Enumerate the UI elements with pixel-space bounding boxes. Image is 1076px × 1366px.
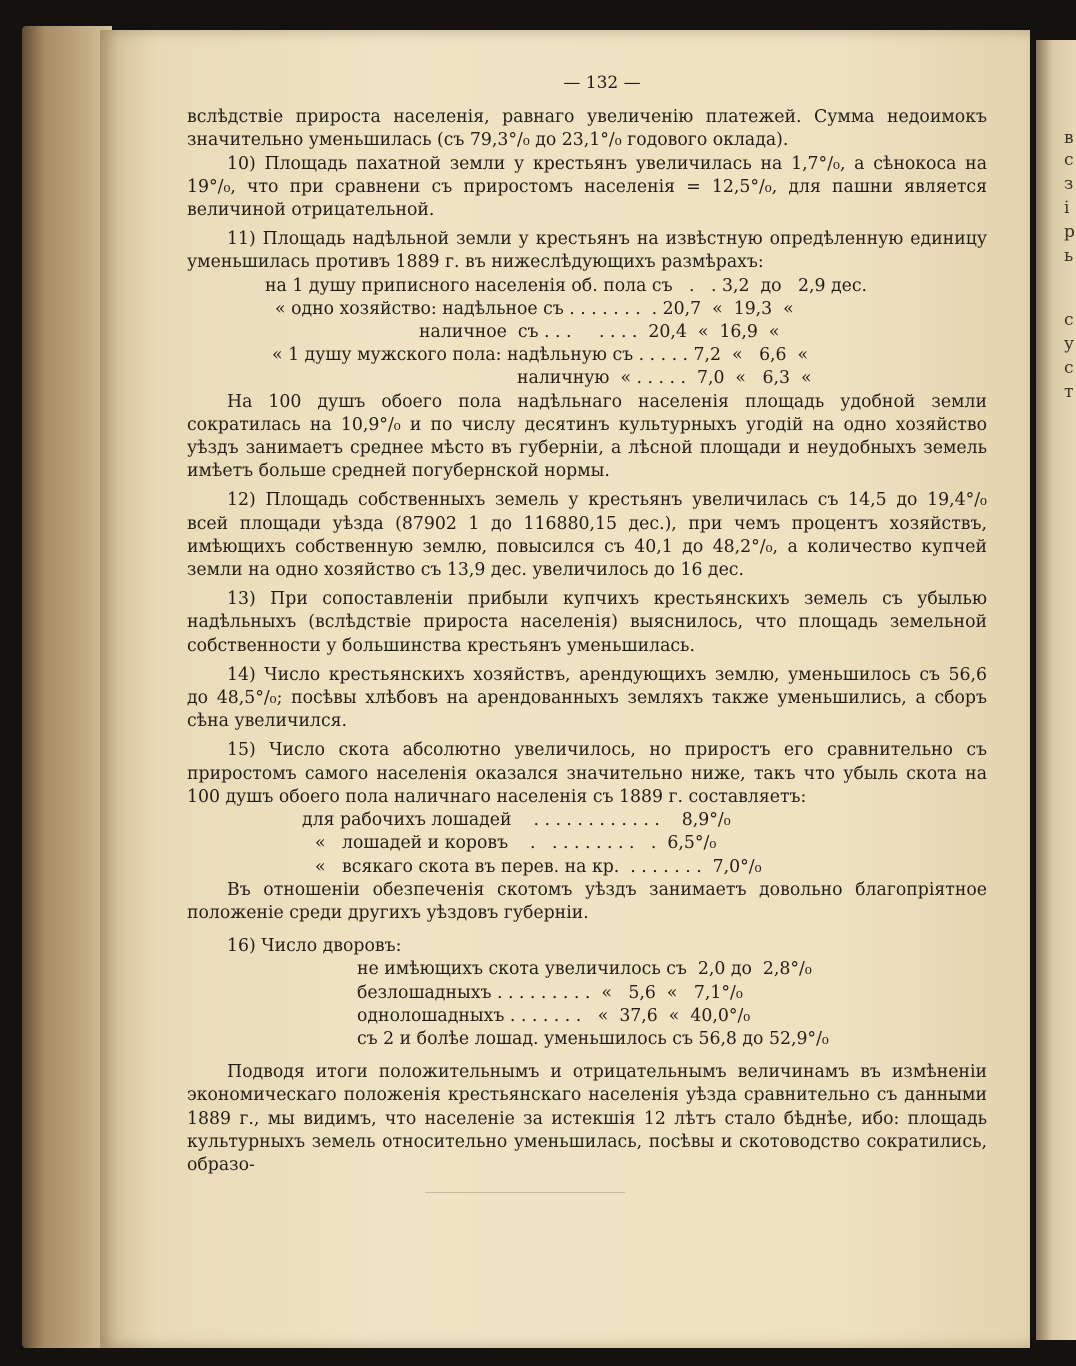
table-row: « 1 душу мужского пола: надѣльную съ . . . . . 7,2 « 6,6 « <box>272 345 809 366</box>
page-text <box>187 72 987 1177</box>
table-row: на 1 душу приписного населенія об. пола съ . . 3,2 до 2,9 дес. <box>265 275 868 296</box>
paragraph-14: 14) Число крестьянскихъ хозяйствъ, арендующихъ землю, уменьшилось съ 56,6 до 48,5°/₀; посѣвы хлѣбовъ на арендованныхъ земляхъ также уменьшились, а сборъ сѣна увеличился. <box>187 664 987 732</box>
paragraph-conclusion: Подводя итоги положительнымъ и отрицательнымъ величинамъ въ измѣненіи экономическаго положенія крестьянскаго населенія уѣзда сравнительно съ данными 1889 г., мы видимъ, что населеніе за истекшія 12 лѣтъ стало бѣднѣе, ибо: площадь культурныхъ земель относительно уменьшилась, посѣвы и скотоводство сократились, образо- <box>187 1062 987 1175</box>
table-row: « всякаго скота въ перев. на кр. . . . . . . . 7,0°/₀ <box>315 856 762 877</box>
paragraph-11: 11) Площадь надѣльной земли у крестьянъ на извѣстную опредѣленную единицу уменьшилась противъ 1889 г. въ нижеслѣдующихъ размѣрахъ: <box>187 229 987 273</box>
paragraph-intro: вслѣдствіе прироста населенія, равнаго увеличенію платежей. Сумма недоимокъ значительно уменьшилась (съ 79,3°/₀ до 23,1°/₀ годового оклада). <box>187 107 987 151</box>
table-row: однолошадныхъ . . . . . . . « 37,6 « 40,0°/₀ <box>357 1005 751 1026</box>
paragraph-12: 12) Площадь собственныхъ земель у крестьянъ увеличилась съ 14,5 до 19,4°/₀ всей площади уѣзда (87902 1 до 116880,15 дес.), при чемъ процентъ хозяйствъ, имѣющихъ собственную землю, повысился съ 40,1 до 48,2°/₀, а количество купчей земли на одно хозяйство съ 13,9 дес. увеличилось до 16 дес. <box>187 490 987 581</box>
paragraph-13: 13) При сопоставленіи прибыли купчихъ крестьянскихъ земель съ убылью надѣльныхъ (вслѣдствіе прироста населенія) выяснилось, что площадь земельной собственности у большинства крестьянъ уменьшилась. <box>187 589 987 656</box>
table-row: съ 2 и болѣе лошад. уменьшилось съ 56,8 до 52,9°/₀ <box>357 1028 829 1049</box>
paragraph-11-after: На 100 душъ обоего пола надѣльнаго населенія площадь удобной земли сократилась на 10,9°/₀ и по числу десятинъ культурныхъ угодій на одно хозяйство уѣздъ занимаетъ среднее мѣсто въ губерніи, а лѣсной площади и неудобныхъ земель имѣетъ больше средней погубернской нормы. <box>187 391 987 482</box>
table-11-land-per-unit <box>187 275 987 391</box>
table-15-livestock-loss <box>187 809 987 879</box>
right-page-glyph: с <box>1064 150 1074 170</box>
right-page-glyph: і <box>1064 198 1070 218</box>
table-row: наличное съ . . . . . . . 20,4 « 16,9 « <box>419 322 780 343</box>
table-row: для рабочихъ лошадей . . . . . . . . . . . . 8,9°/₀ <box>302 810 731 831</box>
right-page-glyph: у <box>1064 334 1075 354</box>
right-page-glyph: т <box>1064 382 1074 402</box>
table-row: безлошадныхъ . . . . . . . . . « 5,6 « 7,1°/₀ <box>357 982 743 1003</box>
page-number: — 132 — <box>563 73 641 93</box>
paragraph-15-after: Въ отношеніи обезпеченія скотомъ уѣздъ занимаетъ довольно благопріятное положеніе среди другихъ уѣздовъ губерніи. <box>187 879 987 923</box>
book-edge <box>22 26 112 1348</box>
table-row: не имѣющихъ скота увеличилось съ 2,0 до 2,8°/₀ <box>357 959 812 980</box>
right-page-glyph: с <box>1064 358 1074 378</box>
table-row: « одно хозяйство: надѣльное съ . . . . . . . . 20,7 « 19,3 « <box>275 298 794 319</box>
right-page-glyph: р <box>1064 222 1075 242</box>
right-page-glyph: с <box>1064 310 1074 330</box>
table-row: « лошадей и коровъ . . . . . . . . . . 6,5°/₀ <box>315 833 717 854</box>
paragraph-10: 10) Площадь пахатной земли у крестьянъ увеличилась на 1,7°/₀, а сѣнокоса на 19°/₀, что при сравнени съ приростомъ населенія = 12,5°/₀, для пашни является величиной отрицательной. <box>187 153 987 221</box>
right-page-glyph: з <box>1064 174 1074 194</box>
paragraph-16: 16) Число дворовъ: <box>227 936 402 957</box>
right-page-glyph: в <box>1064 128 1074 148</box>
right-page-glyph: ь <box>1064 246 1074 266</box>
table-row: наличную « . . . . . 7,0 « 6,3 « <box>517 368 812 389</box>
table-16-households <box>187 958 987 1051</box>
faint-rule <box>425 1192 625 1193</box>
paragraph-15: 15) Число скота абсолютно увеличилось, но приростъ его сравнительно съ приростомъ самого населенія оказался значительно ниже, такъ что убыль скота на 100 душъ обоего пола наличнаго населенія съ 1889 г. составляетъ: <box>187 740 987 807</box>
